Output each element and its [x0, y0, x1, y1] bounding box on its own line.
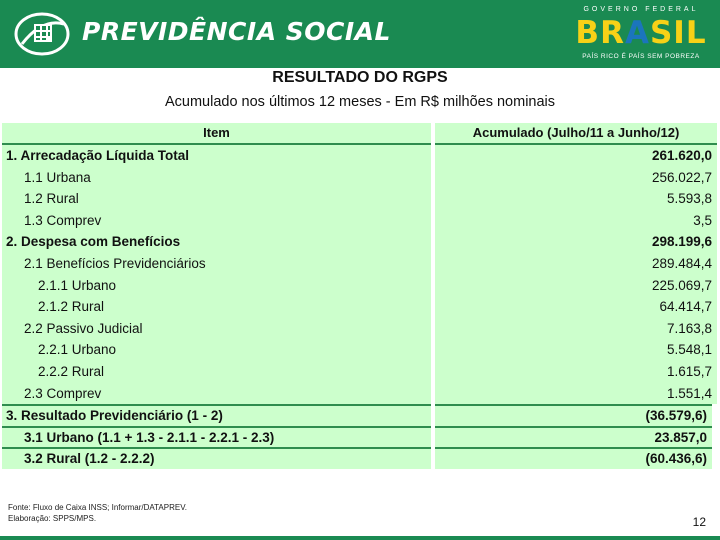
row-value: (60.436,6) — [435, 447, 712, 469]
row-label: 1.3 Comprev — [24, 212, 102, 228]
row-label-cell — [2, 253, 431, 275]
table-row — [2, 426, 717, 448]
row-label: 2.1.1 Urbano — [38, 277, 117, 293]
brasil-letter: L — [685, 15, 707, 51]
row-label: 3.1 Urbano (1.1 + 1.3 - 2.1.1 - 2.2.1 - 2.3) — [24, 429, 275, 445]
row-value: 1.615,7 — [435, 361, 717, 383]
row-label-cell — [2, 188, 431, 210]
row-value: 289.484,4 — [435, 253, 717, 275]
governo-federal-logo — [566, 6, 716, 62]
brasil-wordmark — [566, 15, 716, 51]
page-subtitle: Acumulado nos últimos 12 meses - Em R$ milhões nominais — [164, 94, 556, 110]
column-header-item: Item — [2, 123, 431, 145]
row-label-cell — [2, 426, 431, 448]
table-row — [2, 188, 717, 210]
row-label-cell — [2, 210, 431, 232]
row-label-cell — [2, 383, 431, 405]
row-value: 225.069,7 — [435, 275, 717, 297]
row-label-cell — [2, 361, 431, 383]
footer-source: Fonte: Fluxo de Caixa INSS; Informar/DATAPREV. — [8, 503, 188, 512]
brand-title: PREVIDÊNCIA SOCIAL — [82, 17, 391, 46]
brasil-letter: S — [649, 15, 674, 51]
row-value: 1.551,4 — [435, 383, 717, 405]
column-header-value: Acumulado (Julho/11 a Junho/12) — [435, 123, 717, 145]
table-row — [2, 318, 717, 340]
table-row — [2, 296, 717, 318]
bottom-rule — [0, 536, 720, 540]
row-value: 298.199,6 — [435, 231, 717, 253]
row-value: 64.414,7 — [435, 296, 717, 318]
row-label-cell — [2, 404, 431, 426]
row-label: 1.1 Urbana — [24, 169, 91, 185]
row-label-cell — [2, 296, 431, 318]
table-row — [2, 145, 717, 167]
row-value: 256.022,7 — [435, 167, 717, 189]
table-row — [2, 383, 717, 405]
row-label-cell — [2, 145, 431, 167]
row-label: 2.3 Comprev — [24, 385, 102, 401]
row-label: 3. Resultado Previdenciário (1 - 2) — [6, 408, 223, 424]
row-label-cell — [2, 447, 431, 469]
row-label-cell — [2, 275, 431, 297]
table-row — [2, 210, 717, 232]
previdencia-logo-icon — [14, 12, 70, 56]
page-number: 12 — [692, 515, 706, 529]
brasil-letter: I — [673, 15, 686, 51]
gov-top-text: GOVERNO FEDERAL — [583, 6, 699, 13]
row-label: 2.2 Passivo Judicial — [24, 320, 143, 336]
row-value: 3,5 — [435, 210, 717, 232]
table-row — [2, 231, 717, 253]
row-value: 5.548,1 — [435, 339, 717, 361]
row-label-cell — [2, 318, 431, 340]
table-row — [2, 404, 717, 426]
table-row — [2, 447, 717, 469]
table-row — [2, 361, 717, 383]
row-label: 3.2 Rural (1.2 - 2.2.2) — [24, 451, 155, 467]
row-label-cell — [2, 231, 431, 253]
table-row — [2, 253, 717, 275]
row-value: 261.620,0 — [435, 145, 717, 167]
table-row — [2, 167, 717, 189]
row-value: 7.163,8 — [435, 318, 717, 340]
row-label-cell — [2, 167, 431, 189]
brasil-letter: R — [600, 15, 625, 51]
row-label: 2.1.2 Rural — [38, 299, 105, 315]
row-label: 2.1 Benefícios Previdenciários — [24, 256, 206, 271]
row-label-cell — [2, 339, 431, 361]
footer-prepared: Elaboração: SPPS/MPS. — [8, 514, 97, 523]
gov-slogan: PAÍS RICO É PAÍS SEM POBREZA — [582, 53, 700, 60]
results-table — [2, 123, 717, 469]
row-value: 5.593,8 — [435, 188, 717, 210]
row-value: 23.857,0 — [435, 426, 712, 448]
row-label: 2.2.1 Urbano — [38, 342, 117, 358]
table-row — [2, 339, 717, 361]
table-row — [2, 275, 717, 297]
row-value: (36.579,6) — [435, 404, 712, 426]
row-label: 2. Despesa com Benefícios — [6, 234, 181, 250]
header-banner — [0, 0, 720, 68]
row-label: 1.2 Rural — [24, 191, 79, 207]
page-title: RESULTADO DO RGPS — [272, 69, 448, 86]
row-label: 2.2.2 Rural — [38, 364, 105, 379]
footer-notes — [8, 502, 187, 524]
brasil-letter: A — [624, 15, 650, 51]
brasil-letter: B — [575, 15, 601, 51]
row-label: 1. Arrecadação Líquida Total — [6, 148, 190, 163]
